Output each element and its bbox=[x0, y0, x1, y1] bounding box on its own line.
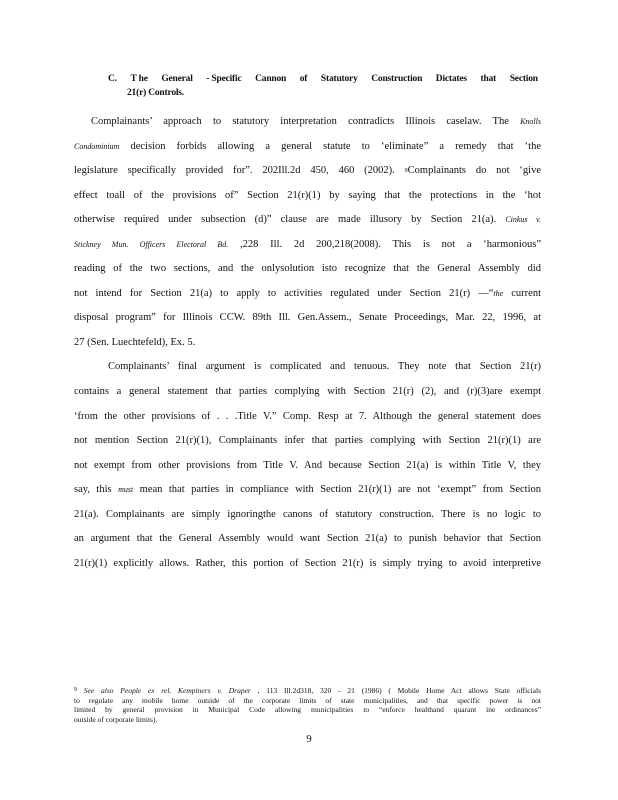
body-text bbox=[74, 110, 541, 576]
heading-word: Cannon bbox=[255, 74, 287, 84]
heading-word: Statutory bbox=[320, 74, 358, 84]
footnote-number: 9 bbox=[74, 687, 77, 693]
body-line: ‘from the other provisions of . . .Title V.” Comp. Resp at 7. Although the general statement does bbox=[74, 410, 541, 422]
emphasis: must bbox=[118, 485, 134, 495]
section-heading bbox=[108, 72, 538, 100]
footnote-line: limited by general provision in Municipal Code allowing municipalities to “enforce healthand quarant ine ordinances” bbox=[74, 705, 541, 714]
body-line: not mention Section 21(r)(1), Complainants infer that parties complying with Section 21(r)(1) are bbox=[74, 435, 541, 447]
case-name: People ex rel. Kempiners v. Draper bbox=[120, 686, 251, 695]
heading-letter: C. bbox=[108, 74, 117, 84]
body-line: otherwise required under subsection (d)” clause are made illusory by Section 21(a). Cinkus v. bbox=[74, 214, 542, 226]
heading-word: - Specific bbox=[206, 74, 242, 84]
section-heading-line2: 21(r) Controls. bbox=[127, 88, 184, 98]
case-name: Stickney Mun. Officers Electoral Bd. bbox=[74, 239, 229, 249]
heading-word: of bbox=[299, 74, 308, 84]
body-line: Condominium decision forbids allowing a general statute to ‘eliminate” a remedy that ‘the bbox=[74, 140, 541, 152]
case-name: Condominium bbox=[74, 141, 120, 151]
body-line: not exempt from other provisions from Title V. And because Section 21(a) is within Title V, they bbox=[74, 459, 541, 471]
heading-word: Construction bbox=[371, 74, 423, 84]
footnote-line: to regulate any mobile home outside of the corporate limits of state municipalities, and that specific power is not bbox=[74, 695, 541, 705]
body-line: Complainants’ final argument is complicated and tenuous. They note that Section 21(r) bbox=[108, 361, 541, 373]
heading-word: Dictates bbox=[435, 74, 467, 84]
body-line: disposal program” for Illinois CCW. 89th Ill. Gen.Assem., Senate Proceedings, Mar. 22, 1996, at bbox=[74, 312, 541, 324]
heading-word: that bbox=[480, 74, 497, 84]
page-number: 9 bbox=[306, 733, 312, 745]
body-line: 21(a). Complainants are simply ignoringthe canons of statutory construction. There is no logic to bbox=[74, 508, 541, 520]
body-line: effect toall of the provisions of” Section 21(r)(1) by saying that the protections in the ‘hot bbox=[74, 189, 541, 201]
case-name: Cinkus v. bbox=[505, 215, 542, 225]
footnote-line: outside of corporate limits). bbox=[74, 714, 158, 724]
body-line: say, this must mean that parties in compliance with Section 21(r)(1) are not ‘exempt” from Section bbox=[74, 484, 541, 496]
footnote-marker: 9 bbox=[404, 168, 408, 175]
body-line: not intend for Section 21(a) to apply to activities regulated under Section 21(r) —“the current bbox=[74, 287, 541, 299]
footnote bbox=[74, 686, 541, 724]
footnote-line: $^9$ See also People ex rel. Kempiners v. Draper , 113 Ill.2d318, 320 - 21 (1986) ( Mobile Home Act allows State officials bbox=[74, 686, 542, 695]
body-line: legislature specifically provided for”. 202Ill.2d 450, 460 (2002). $^9$Complainants do not ‘give bbox=[74, 165, 541, 177]
section-heading-line1 bbox=[108, 72, 538, 86]
case-name: Knolls bbox=[520, 117, 541, 126]
body-line: reading of the two sections, and the onlysolution isto recognize that the General Assembly did bbox=[74, 263, 541, 275]
body-line: Complainants’ approach to statutory interpretation contradicts Illinois caselaw. The Knolls bbox=[91, 116, 541, 127]
body-line: Stickney Mun. Officers Electoral Bd. ,228 Ill. 2d 200,218(2008). This is not a ‘harmonious” bbox=[74, 238, 541, 250]
heading-word: Section bbox=[509, 74, 538, 84]
heading-word: General bbox=[161, 74, 193, 84]
body-line: an argument that the General Assembly would want Section 21(a) to punish behavior that Section bbox=[74, 533, 541, 545]
heading-word: T he bbox=[130, 74, 148, 84]
body-line: 21(r)(1) explicitly allows. Rather, this portion of Section 21(r) is simply trying to avoid interpretive bbox=[74, 557, 541, 569]
body-line: 27 (Sen. Luechtefeld), Ex. 5. bbox=[74, 336, 196, 348]
body-line: contains a general statement that parties complying with Section 21(r) (2), and (r)(3)are exempt bbox=[74, 386, 541, 398]
